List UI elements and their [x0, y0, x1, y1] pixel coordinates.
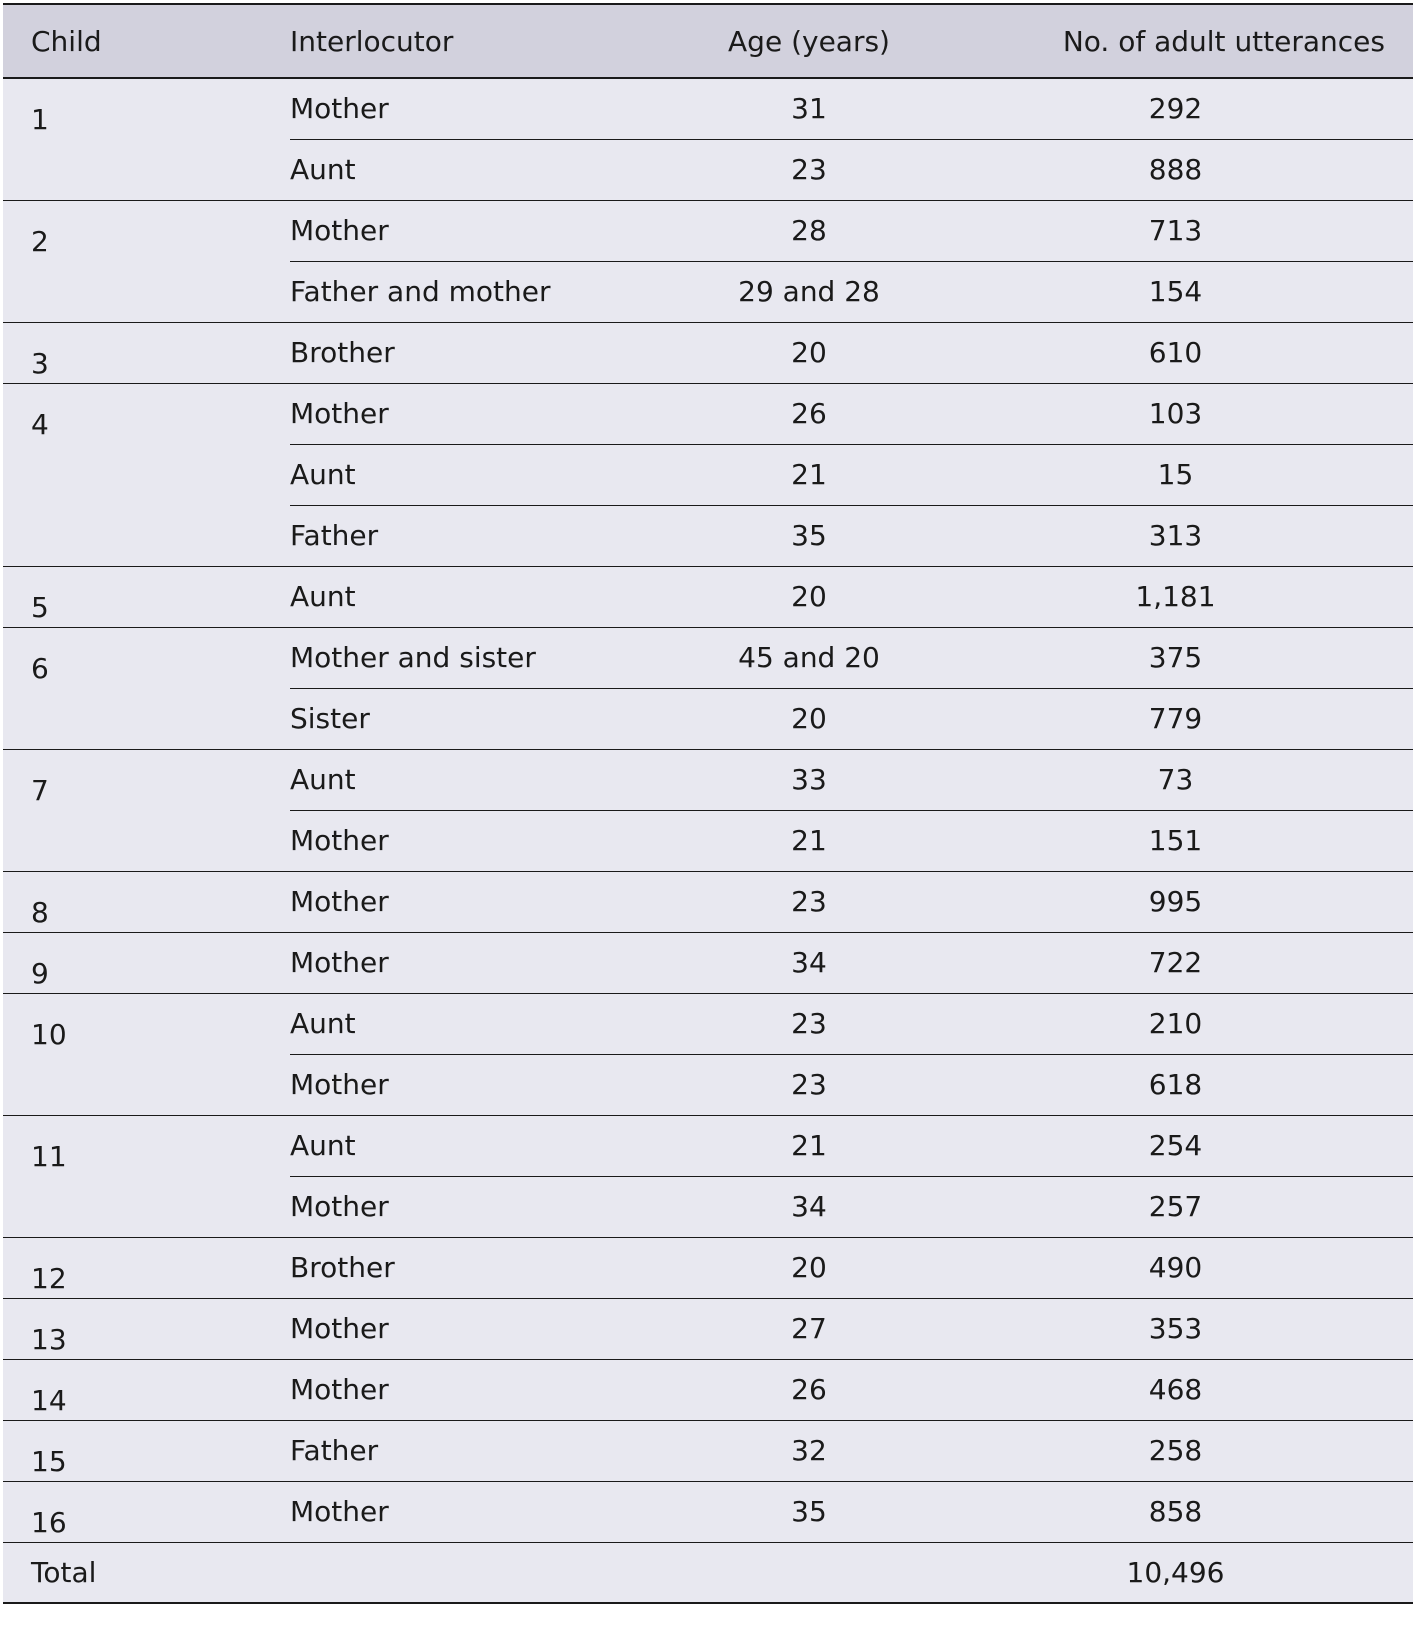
interlocutor-cell: Aunt: [290, 566, 690, 627]
child-number: 14: [3, 1359, 290, 1420]
interlocutor-cell: Aunt: [290, 749, 690, 810]
table-row: [3, 627, 1413, 688]
interlocutor-cell: Aunt: [290, 993, 690, 1054]
interlocutor-cell: Father and mother: [290, 261, 690, 322]
child-number: 7: [3, 749, 290, 871]
age-cell: 21: [690, 444, 928, 505]
interlocutor-cell: Mother: [290, 1481, 690, 1542]
child-number: 5: [3, 566, 290, 627]
table-row: [3, 1481, 1413, 1542]
child-number: 2: [3, 200, 290, 322]
interlocutor-cell: Aunt: [290, 444, 690, 505]
table-row: [3, 1115, 1413, 1176]
utterances-cell: 210: [928, 993, 1413, 1054]
utterances-cell: 154: [928, 261, 1413, 322]
age-cell: 26: [690, 383, 928, 444]
total-label: Total: [3, 1542, 290, 1603]
utterances-cell: 353: [928, 1298, 1413, 1359]
age-cell: 27: [690, 1298, 928, 1359]
total-age-empty: [690, 1542, 928, 1603]
header-interlocutor: Interlocutor: [290, 24, 454, 58]
utterances-cell: 713: [928, 200, 1413, 261]
utterances-cell: 722: [928, 932, 1413, 993]
header-utterances: No. of adult utterances: [1062, 24, 1385, 58]
table-row: [3, 871, 1413, 932]
utterances-cell: 618: [928, 1054, 1413, 1115]
table-row: [3, 383, 1413, 444]
age-cell: 33: [690, 749, 928, 810]
utterances-cell: 858: [928, 1481, 1413, 1542]
utterances-cell: 888: [928, 139, 1413, 200]
interlocutor-cell: Mother: [290, 92, 389, 126]
utterances-cell: 292: [1148, 92, 1203, 126]
interlocutor-cell: Mother: [290, 932, 690, 993]
header-age: Age (years): [728, 24, 890, 58]
utterances-cell: 254: [928, 1115, 1413, 1176]
interlocutor-cell: Aunt: [290, 1115, 690, 1176]
table-row: [3, 1298, 1413, 1359]
utterances-cell: 375: [928, 627, 1413, 688]
total-row: [3, 1542, 1413, 1603]
age-cell: 20: [690, 688, 928, 749]
age-cell: 23: [690, 871, 928, 932]
child-number: 16: [3, 1481, 290, 1542]
table-row: [3, 200, 1413, 261]
interlocutor-cell: Aunt: [290, 139, 690, 200]
interlocutor-cell: Mother: [290, 810, 690, 871]
utterances-cell: 468: [928, 1359, 1413, 1420]
age-cell: 21: [690, 1115, 928, 1176]
utterances-cell: 490: [928, 1237, 1413, 1298]
interlocutor-cell: Mother: [290, 1298, 690, 1359]
header-row: [3, 4, 1413, 78]
total-interlocutor-empty: [290, 1542, 690, 1603]
child-number: 15: [3, 1420, 290, 1481]
age-cell: 26: [690, 1359, 928, 1420]
child-number: 10: [3, 993, 290, 1115]
table-row: [3, 993, 1413, 1054]
age-cell: 23: [690, 1054, 928, 1115]
age-cell: 32: [690, 1420, 928, 1481]
child-number: 11: [3, 1115, 290, 1237]
interlocutor-table-container: [3, 3, 1413, 1604]
child-number: 8: [3, 871, 290, 932]
interlocutor-cell: Mother: [290, 1359, 690, 1420]
utterances-cell: 257: [928, 1176, 1413, 1237]
child-number: 3: [3, 322, 290, 383]
utterances-cell: 73: [928, 749, 1413, 810]
age-cell: 34: [690, 1176, 928, 1237]
child-number: 4: [3, 383, 290, 566]
age-cell: 20: [690, 1237, 928, 1298]
utterances-cell: 313: [928, 505, 1413, 566]
table-header: [3, 4, 1413, 78]
interlocutor-cell: Brother: [290, 1237, 690, 1298]
interlocutor-cell: Mother: [290, 871, 690, 932]
child-number: 12: [3, 1237, 290, 1298]
interlocutor-cell: Mother: [290, 1176, 690, 1237]
age-cell: 34: [690, 932, 928, 993]
age-cell: 31: [791, 92, 827, 126]
utterances-cell: 258: [928, 1420, 1413, 1481]
total-utterances: 10,496: [928, 1542, 1413, 1603]
child-number: 6: [3, 627, 290, 749]
utterances-cell: 1,181: [928, 566, 1413, 627]
child-number: 9: [3, 932, 290, 993]
interlocutor-cell: Mother: [290, 200, 690, 261]
age-cell: 21: [690, 810, 928, 871]
age-cell: 23: [690, 993, 928, 1054]
age-cell: 20: [690, 322, 928, 383]
interlocutor-cell: Mother: [290, 383, 690, 444]
age-cell: 20: [690, 566, 928, 627]
table-row: [3, 1359, 1413, 1420]
table-row: [3, 749, 1413, 810]
table-row: [3, 932, 1413, 993]
age-cell: 45 and 20: [690, 627, 928, 688]
interlocutor-cell: Father: [290, 505, 690, 566]
table-row: [3, 78, 1413, 139]
child-number: 13: [3, 1298, 290, 1359]
table-body: [3, 78, 1413, 1603]
utterances-cell: 15: [928, 444, 1413, 505]
age-cell: 28: [690, 200, 928, 261]
table-row: [3, 566, 1413, 627]
table-row: [3, 1237, 1413, 1298]
interlocutor-cell: Mother and sister: [290, 627, 690, 688]
utterances-cell: 995: [928, 871, 1413, 932]
interlocutor-cell: Brother: [290, 322, 690, 383]
header-child: Child: [31, 24, 102, 58]
utterances-cell: 103: [928, 383, 1413, 444]
interlocutor-cell: Father: [290, 1420, 690, 1481]
age-cell: 29 and 28: [690, 261, 928, 322]
age-cell: 35: [690, 1481, 928, 1542]
interlocutor-cell: Sister: [290, 688, 690, 749]
table-row: [3, 1420, 1413, 1481]
interlocutor-table: [3, 3, 1413, 1604]
table-row: [3, 322, 1413, 383]
interlocutor-cell: Mother: [290, 1054, 690, 1115]
utterances-cell: 779: [928, 688, 1413, 749]
utterances-cell: 610: [928, 322, 1413, 383]
age-cell: 35: [690, 505, 928, 566]
child-number: 1: [31, 103, 49, 136]
age-cell: 23: [690, 139, 928, 200]
utterances-cell: 151: [928, 810, 1413, 871]
